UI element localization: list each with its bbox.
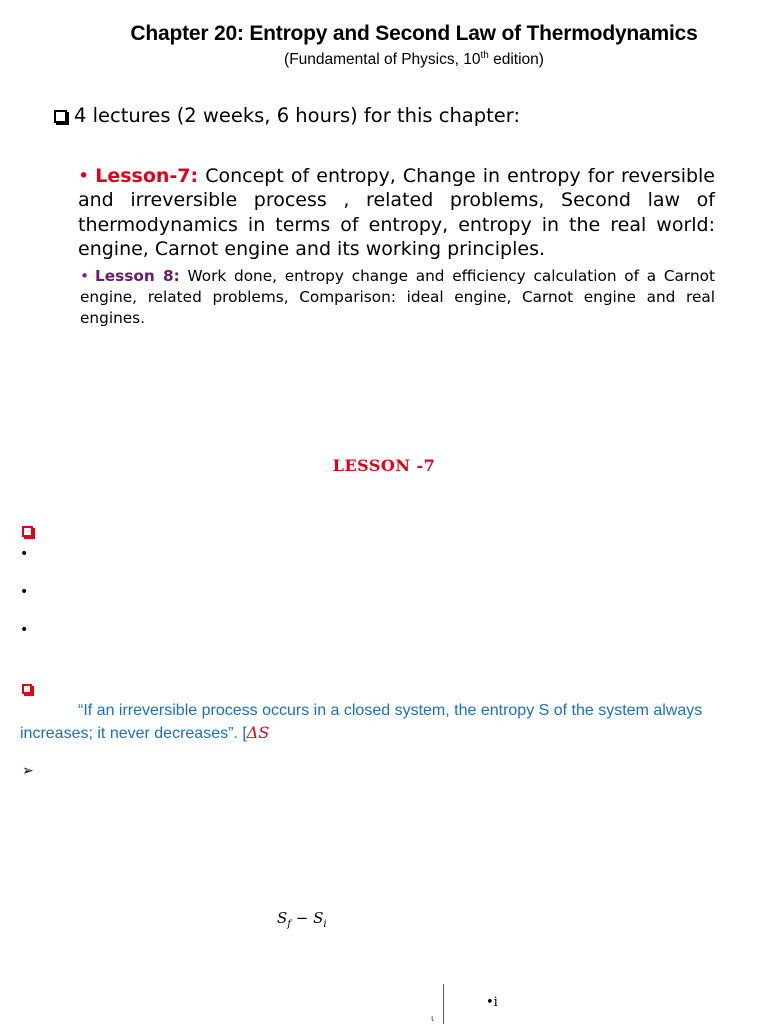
intro-text: 4 lectures (2 weeks, 6 hours) for this chapter: [74, 104, 521, 127]
lesson-8-item [80, 266, 715, 328]
lesson-7-text: Concept of entropy, Change in entropy for reversible and irreversible process , related problems, Second law of thermodynamics in terms of entropy, entropy in the real world: engine, Carnot engine and its working principles. [78, 165, 715, 261]
subtitle-text: (Fundamental of Physics, 10 [284, 51, 481, 69]
subtitle-superscript: th [480, 50, 489, 61]
formula-symbol: S [313, 909, 324, 927]
checkbox-icon [54, 110, 67, 123]
intro-line [54, 104, 520, 127]
entropy-difference-formula [277, 909, 327, 930]
page-subtitle [60, 50, 768, 69]
lesson-8-text: Work done, entropy change and efficiency calculation of a Carnot engine, related problems, Comparison: ideal engine, Carnot engine and real engines. [80, 267, 716, 327]
subtitle-suffix: edition) [488, 51, 544, 69]
arrow-bullet-icon: ➢ [22, 763, 34, 779]
lesson-7-item [78, 164, 715, 262]
red-checkbox-icon [22, 526, 33, 537]
page-title: Chapter 20: Entropy and Second Law of Thermodynamics [130, 22, 698, 45]
bullet-icon: • [78, 165, 90, 187]
formula-subscript: i [323, 919, 327, 930]
bullet-icon: • [20, 622, 29, 638]
formula-operator: − [290, 909, 314, 927]
formula-subscript: f [287, 919, 291, 930]
section-heading: LESSON -7 [332, 456, 436, 475]
lesson-7-label: Lesson-7: [95, 165, 199, 187]
bullet-icon: • [20, 584, 29, 600]
figure-axis-line [443, 984, 444, 1024]
lesson-8-label: Lesson 8: [95, 267, 180, 285]
figure-tick-mark: ι [431, 1014, 435, 1024]
formula-symbol: S [277, 909, 288, 927]
bullet-icon: • [80, 267, 90, 285]
second-law-quote [20, 700, 720, 745]
figure-point-label: •i [486, 995, 498, 1010]
bullet-icon: • [20, 546, 29, 562]
quote-line-1: “If an irreversible process occurs in a closed system, the entropy S of the system always [78, 702, 703, 719]
delta-s-symbol: ΔS [246, 723, 270, 742]
quote-line-2-text: increases; it never decreases”. [ [20, 725, 247, 742]
quote-line-2 [20, 722, 720, 745]
red-checkbox-icon [22, 684, 32, 694]
